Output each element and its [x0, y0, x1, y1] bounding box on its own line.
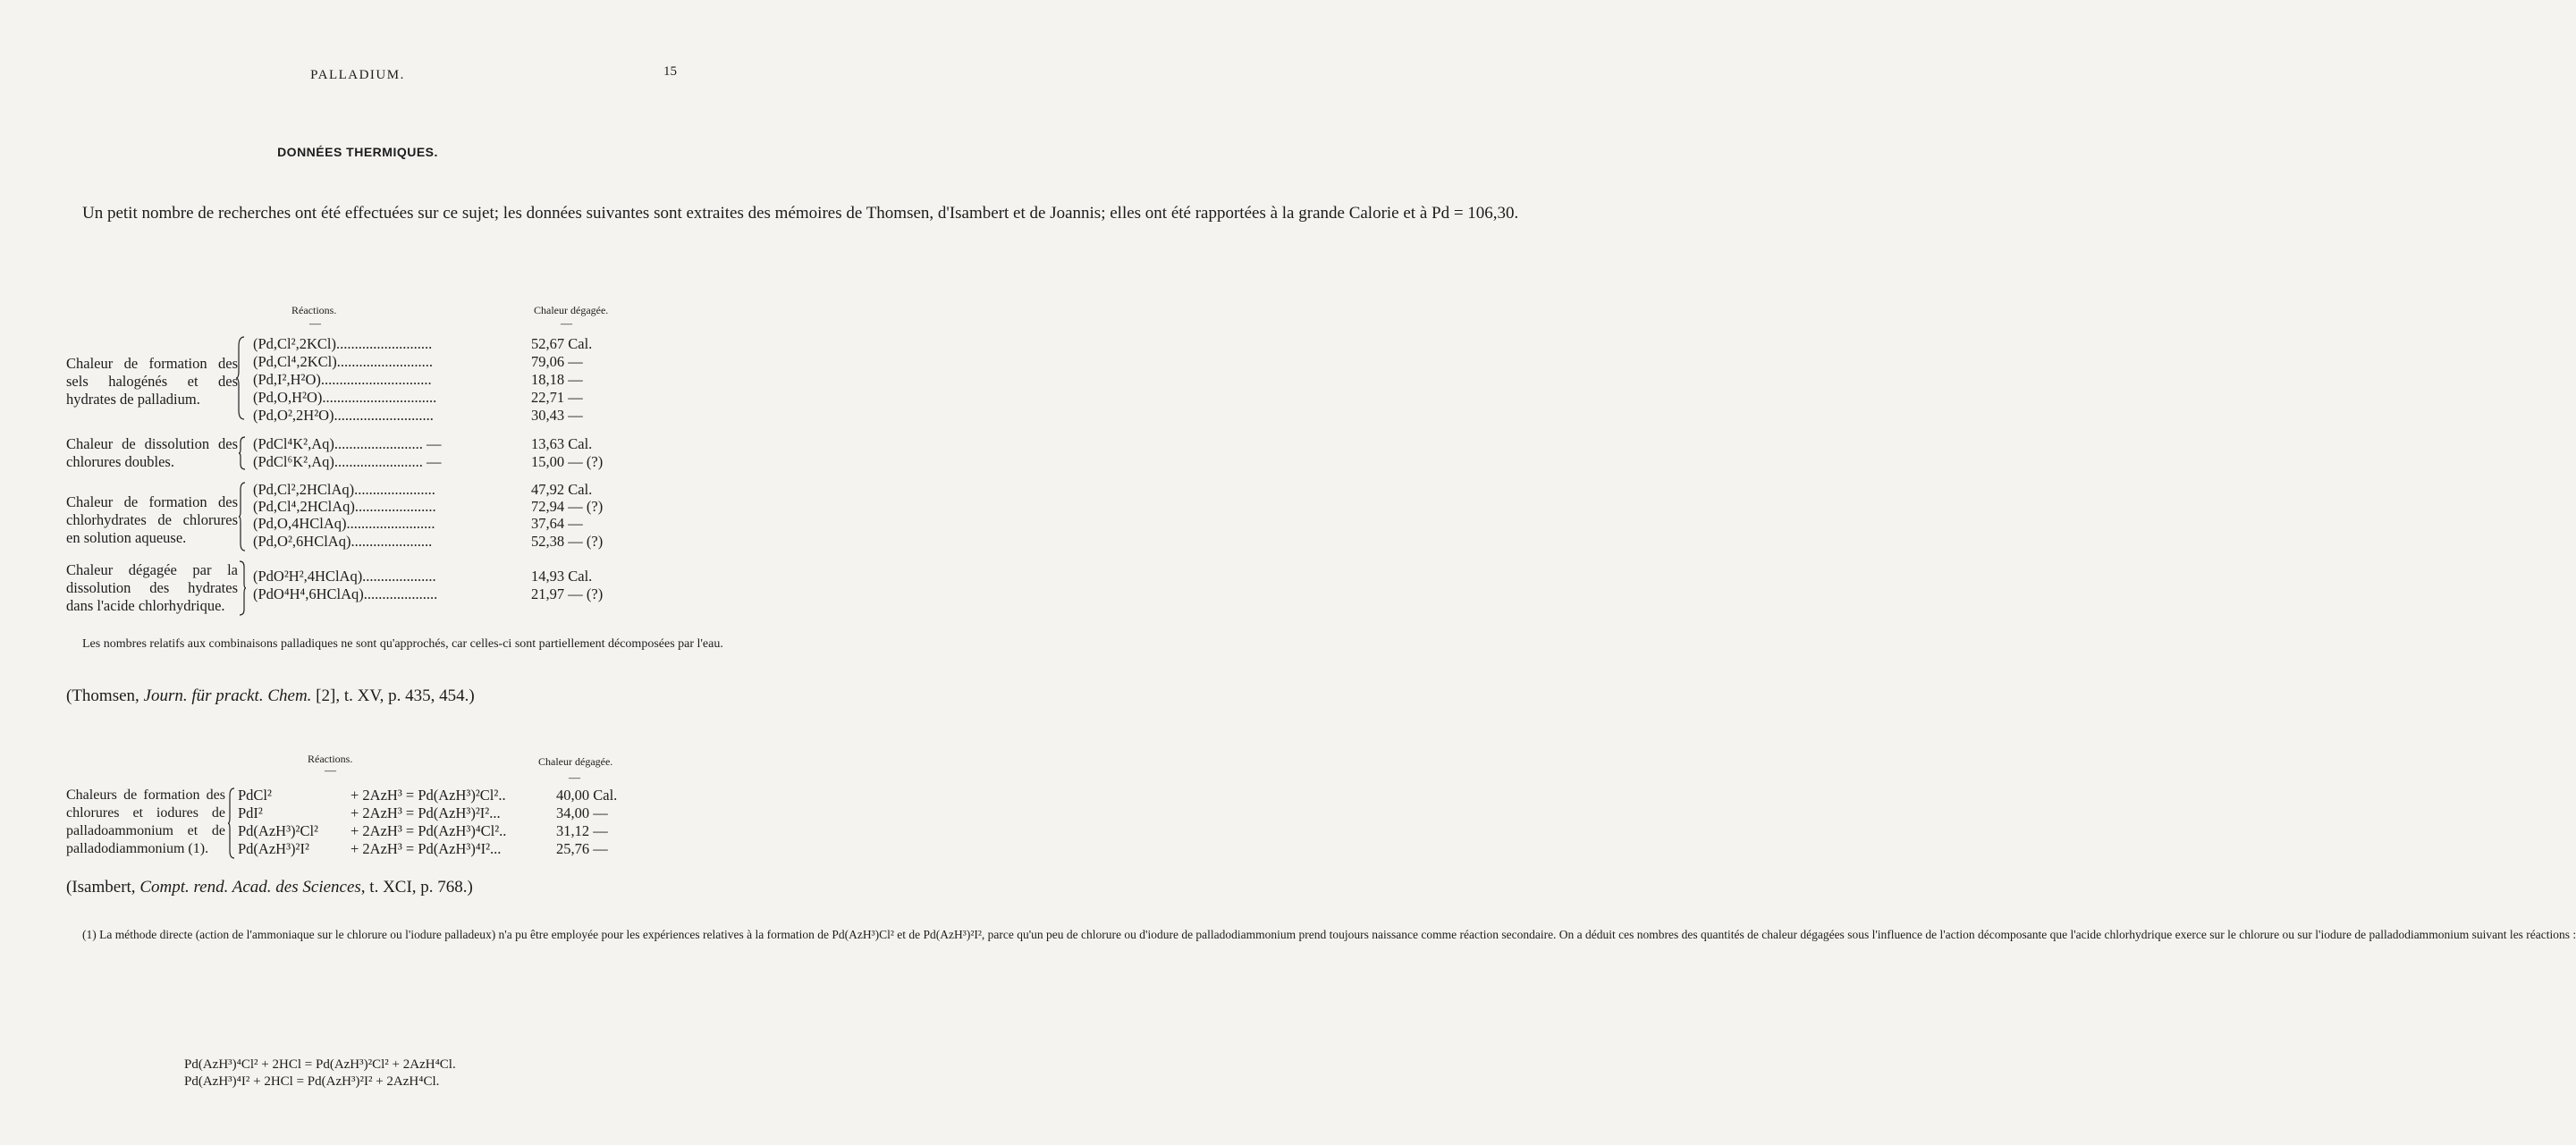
page-number: 15	[663, 64, 677, 79]
group2-brace-icon	[238, 435, 247, 471]
table1-value: 72,94 — (?)	[531, 498, 604, 515]
group3-label: Chaleur de formation des chlorhydrates de chlorures en solution aqueuse.	[66, 493, 238, 546]
table1-reaction: (Pd,Cl⁴,2KCl)..........................	[253, 353, 434, 370]
citation-thomsen-author: (Thomsen,	[66, 686, 144, 705]
table1-reaction: (Pd,Cl²,2HClAq)......................	[253, 481, 435, 498]
note-text: Les nombres relatifs aux combinaisons palladiques ne sont qu'approchés, car celles-ci sont partiellement décomposées par l'eau.	[82, 637, 723, 651]
citation-isambert-ref: , t. XCI, p. 768.)	[360, 878, 473, 897]
running-title: PALLADIUM.	[310, 68, 405, 82]
table2-reactant: Pd(AzH³)²Cl²	[238, 822, 319, 839]
table1-reaction: (Pd,O,4HClAq)........................	[253, 515, 435, 532]
citation-isambert-author: (Isambert,	[66, 878, 140, 897]
table2-col-heat: Chaleur dégagée.	[538, 755, 613, 768]
table2-reactant: PdI²	[238, 804, 263, 821]
table1-col-heat: Chaleur dégagée.	[534, 304, 609, 316]
table2-reaction: + 2AzH³ = Pd(AzH³)⁴I²...	[351, 840, 502, 857]
group4-label: Chaleur dégagée par la dissolution des hydrates dans l'acide chlorhydrique.	[66, 561, 238, 614]
table1-value: 37,64 —	[531, 515, 583, 532]
footnote-equation: Pd(AzH³)⁴I² + 2HCl = Pd(AzH³)²I² + 2AzH⁴Cl.	[184, 1074, 440, 1089]
table1-reaction: (Pd,Cl⁴,2HClAq)......................	[253, 498, 436, 515]
section-title: DONNÉES THERMIQUES.	[277, 145, 438, 159]
table1-reaction: (Pd,O,H²O)...............................	[253, 389, 437, 406]
group1-brace-icon	[235, 335, 246, 421]
citation-isambert	[66, 878, 473, 897]
footnote-text: (1) La méthode directe (action de l'ammoniaque sur le chlorure ou l'iodure palladeux) n'a pu être employée pour les expériences relatives à la formation de Pd(AzH³)Cl² et de Pd(AzH³)²I², parce qu'un peu de chlorure ou d'iodure de palladodiammonium prend toujours naissance comme réaction secondaire. On a déduit ces nombres des quantités de chaleur dégagées sous l'influence de l'action décomposante que l'acide chlorhydrique exerce sur le chlorure ou sur l'iodure de palladodiammonium suivant les réactions :	[82, 928, 2576, 941]
table1-value: 13,63 Cal.	[531, 435, 593, 452]
intro-paragraph	[66, 202, 1519, 225]
table1-reaction: (Pd,O²,2H²O)...........................	[253, 407, 434, 424]
citation-thomsen-journal: Journ. für prackt. Chem.	[143, 686, 312, 705]
table1-value: 47,92 Cal.	[531, 481, 593, 498]
table1-reaction: (Pd,I²,H²O)..............................	[253, 371, 432, 388]
table1-reaction: (Pd,O²,6HClAq)......................	[253, 533, 433, 550]
group3-brace-icon	[238, 481, 247, 552]
table2-value: 31,12 —	[556, 822, 608, 839]
table1-value: 18,18 —	[531, 371, 583, 388]
group2-label: Chaleur de dissolution des chlorures doubles.	[66, 435, 238, 470]
table2-reaction: + 2AzH³ = Pd(AzH³)²I²...	[351, 804, 501, 821]
table2-reaction: + 2AzH³ = Pd(AzH³)⁴Cl²..	[351, 822, 507, 839]
group1-label: Chaleur de formation des sels halogénés et des hydrates de palladium.	[66, 355, 238, 408]
table1-reaction: (PdO⁴H⁴,6HClAq)....................	[253, 585, 438, 602]
table1-value: 22,71 —	[531, 389, 583, 406]
table2-col-reactions: Réactions.	[308, 753, 353, 765]
table1-reaction: (PdO²H²,4HClAq)....................	[253, 568, 436, 585]
table1-reaction: (Pd,Cl²,2KCl)..........................	[253, 335, 433, 352]
table2-value: 34,00 —	[556, 804, 608, 821]
group4-brace-icon	[238, 560, 247, 617]
table1-value: 79,06 —	[531, 353, 583, 370]
table2-value: 40,00 Cal.	[556, 787, 618, 804]
table1-value: 21,97 — (?)	[531, 585, 604, 602]
intro-text: Un petit nombre de recherches ont été effectuées sur ce sujet; les données suivantes sont extraites des mémoires de Thomsen, d'Isambert et de Joannis; elles ont été rapportées à la grande Calorie et à Pd = 106,30.	[82, 204, 1519, 223]
table1-value: 52,67 Cal.	[531, 335, 593, 352]
table2-dash-reactions: —	[325, 763, 336, 777]
table1-dash-reactions: —	[309, 316, 321, 330]
table2-reactant: PdCl²	[238, 787, 272, 804]
table1-value: 52,38 — (?)	[531, 533, 604, 550]
table2-value: 25,76 —	[556, 840, 608, 857]
citation-thomsen-ref: [2], t. XV, p. 435, 454.)	[311, 686, 475, 705]
table1-col-reactions: Réactions.	[291, 304, 337, 316]
table1-reaction: (PdCl⁶K²,Aq)........................ —	[253, 453, 442, 470]
citation-isambert-journal: Compt. rend. Acad. des Sciences	[139, 878, 361, 897]
table1-value: 15,00 — (?)	[531, 453, 604, 470]
citation-thomsen	[66, 686, 475, 706]
footnote-equation: Pd(AzH³)⁴Cl² + 2HCl = Pd(AzH³)²Cl² + 2AzH⁴Cl.	[184, 1057, 456, 1072]
note-paragraph	[66, 636, 723, 652]
table2-reactant: Pd(AzH³)²I²	[238, 840, 309, 857]
table1-reaction: (PdCl⁴K²,Aq)........................ —	[253, 435, 442, 452]
table2-label: Chaleurs de formation des chlorures et iodures de palladoammonium et de palladodiammonium (1).	[66, 787, 225, 856]
table2-brace-icon	[227, 787, 236, 860]
table1-value: 30,43 —	[531, 407, 583, 424]
table1-dash-heat: —	[561, 316, 572, 330]
table2-reaction: + 2AzH³ = Pd(AzH³)²Cl²..	[351, 787, 506, 804]
table2-dash-heat: —	[569, 770, 580, 784]
table1-value: 14,93 Cal.	[531, 568, 593, 585]
footnote	[66, 927, 2576, 944]
